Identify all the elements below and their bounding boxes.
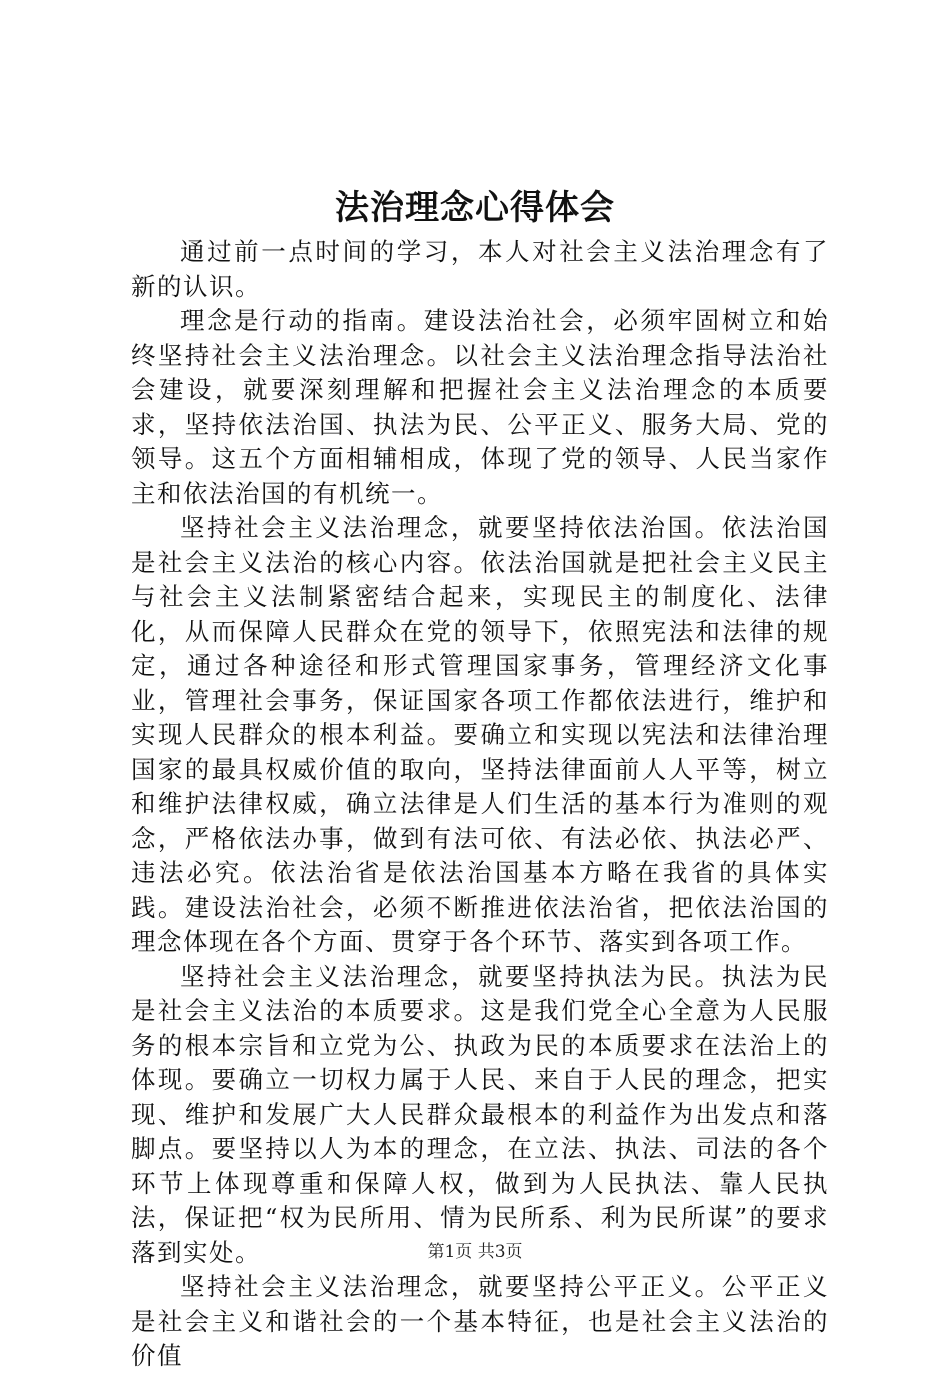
document-title: 法治理念心得体会	[335, 188, 615, 228]
page-number: 第1页 共3页	[427, 1242, 523, 1262]
paragraph-concept: 理念是行动的指南。建设法治社会，必须牢固树立和始终坚持社会主义法治理念。以社会主义法治理念指导法治社会建设，就要深刻理解和把握社会主义法治理念的本质要求，坚持依法治国、执法为民、公平正义、服务大局、党的领导。这五个方面相辅相成，体现了党的领导、人民当家作主和依法治国的有机统一。	[131, 306, 829, 508]
paragraph-fairness: 坚持社会主义法治理念，就要坚持公平正义。公平正义是社会主义和谐社会的一个基本特征，也是社会主义法治的价值	[131, 1272, 829, 1370]
document-body	[131, 235, 829, 1374]
paragraph-rule-of-law: 坚持社会主义法治理念，就要坚持依法治国。依法治国是社会主义法治的核心内容。依法治国就是把社会主义民主与社会主义法制紧密结合起来，实现民主的制度化、法律化，从而保障人民群众在党的领导下，依照宪法和法律的规定，通过各种途径和形式管理国家事务，管理经济文化事业，管理社会事务，保证国家各项工作都依法进行，维护和实现人民群众的根本利益。要确立和实现以宪法和法律治理国家的最具权威价值的取向，坚持法律面前人人平等，树立和维护法律权威，确立法律是人们生活的基本行为准则的观念，严格依法办事，做到有法可依、有法必依、执法必严、违法必究。依法治省是依法治国基本方略在我省的具体实践。建设法治社会，必须不断推进依法治省，把依法治国的理念体现在各个方面、贯穿于各个环节、落实到各项工作。	[131, 513, 829, 956]
paragraph-intro: 通过前一点时间的学习，本人对社会主义法治理念有了新的认识。	[131, 237, 829, 301]
paragraph-serve-people: 坚持社会主义法治理念，就要坚持执法为民。执法为民是社会主义法治的本质要求。这是我们党全心全意为人民服务的根本宗旨和立党为公、执政为民的本质要求在法治上的体现。要确立一切权力属于人民、来自于人民的理念，把实现、维护和发展广大人民群众最根本的利益作为出发点和落脚点。要坚持以人为本的理念，在立法、执法、司法的各个环节上体现尊重和保障人权，做到为人民执法、靠人民执法，保证把“权为民所用、情为民所系、利为民所谋”的要求落到实处。	[131, 961, 829, 1267]
